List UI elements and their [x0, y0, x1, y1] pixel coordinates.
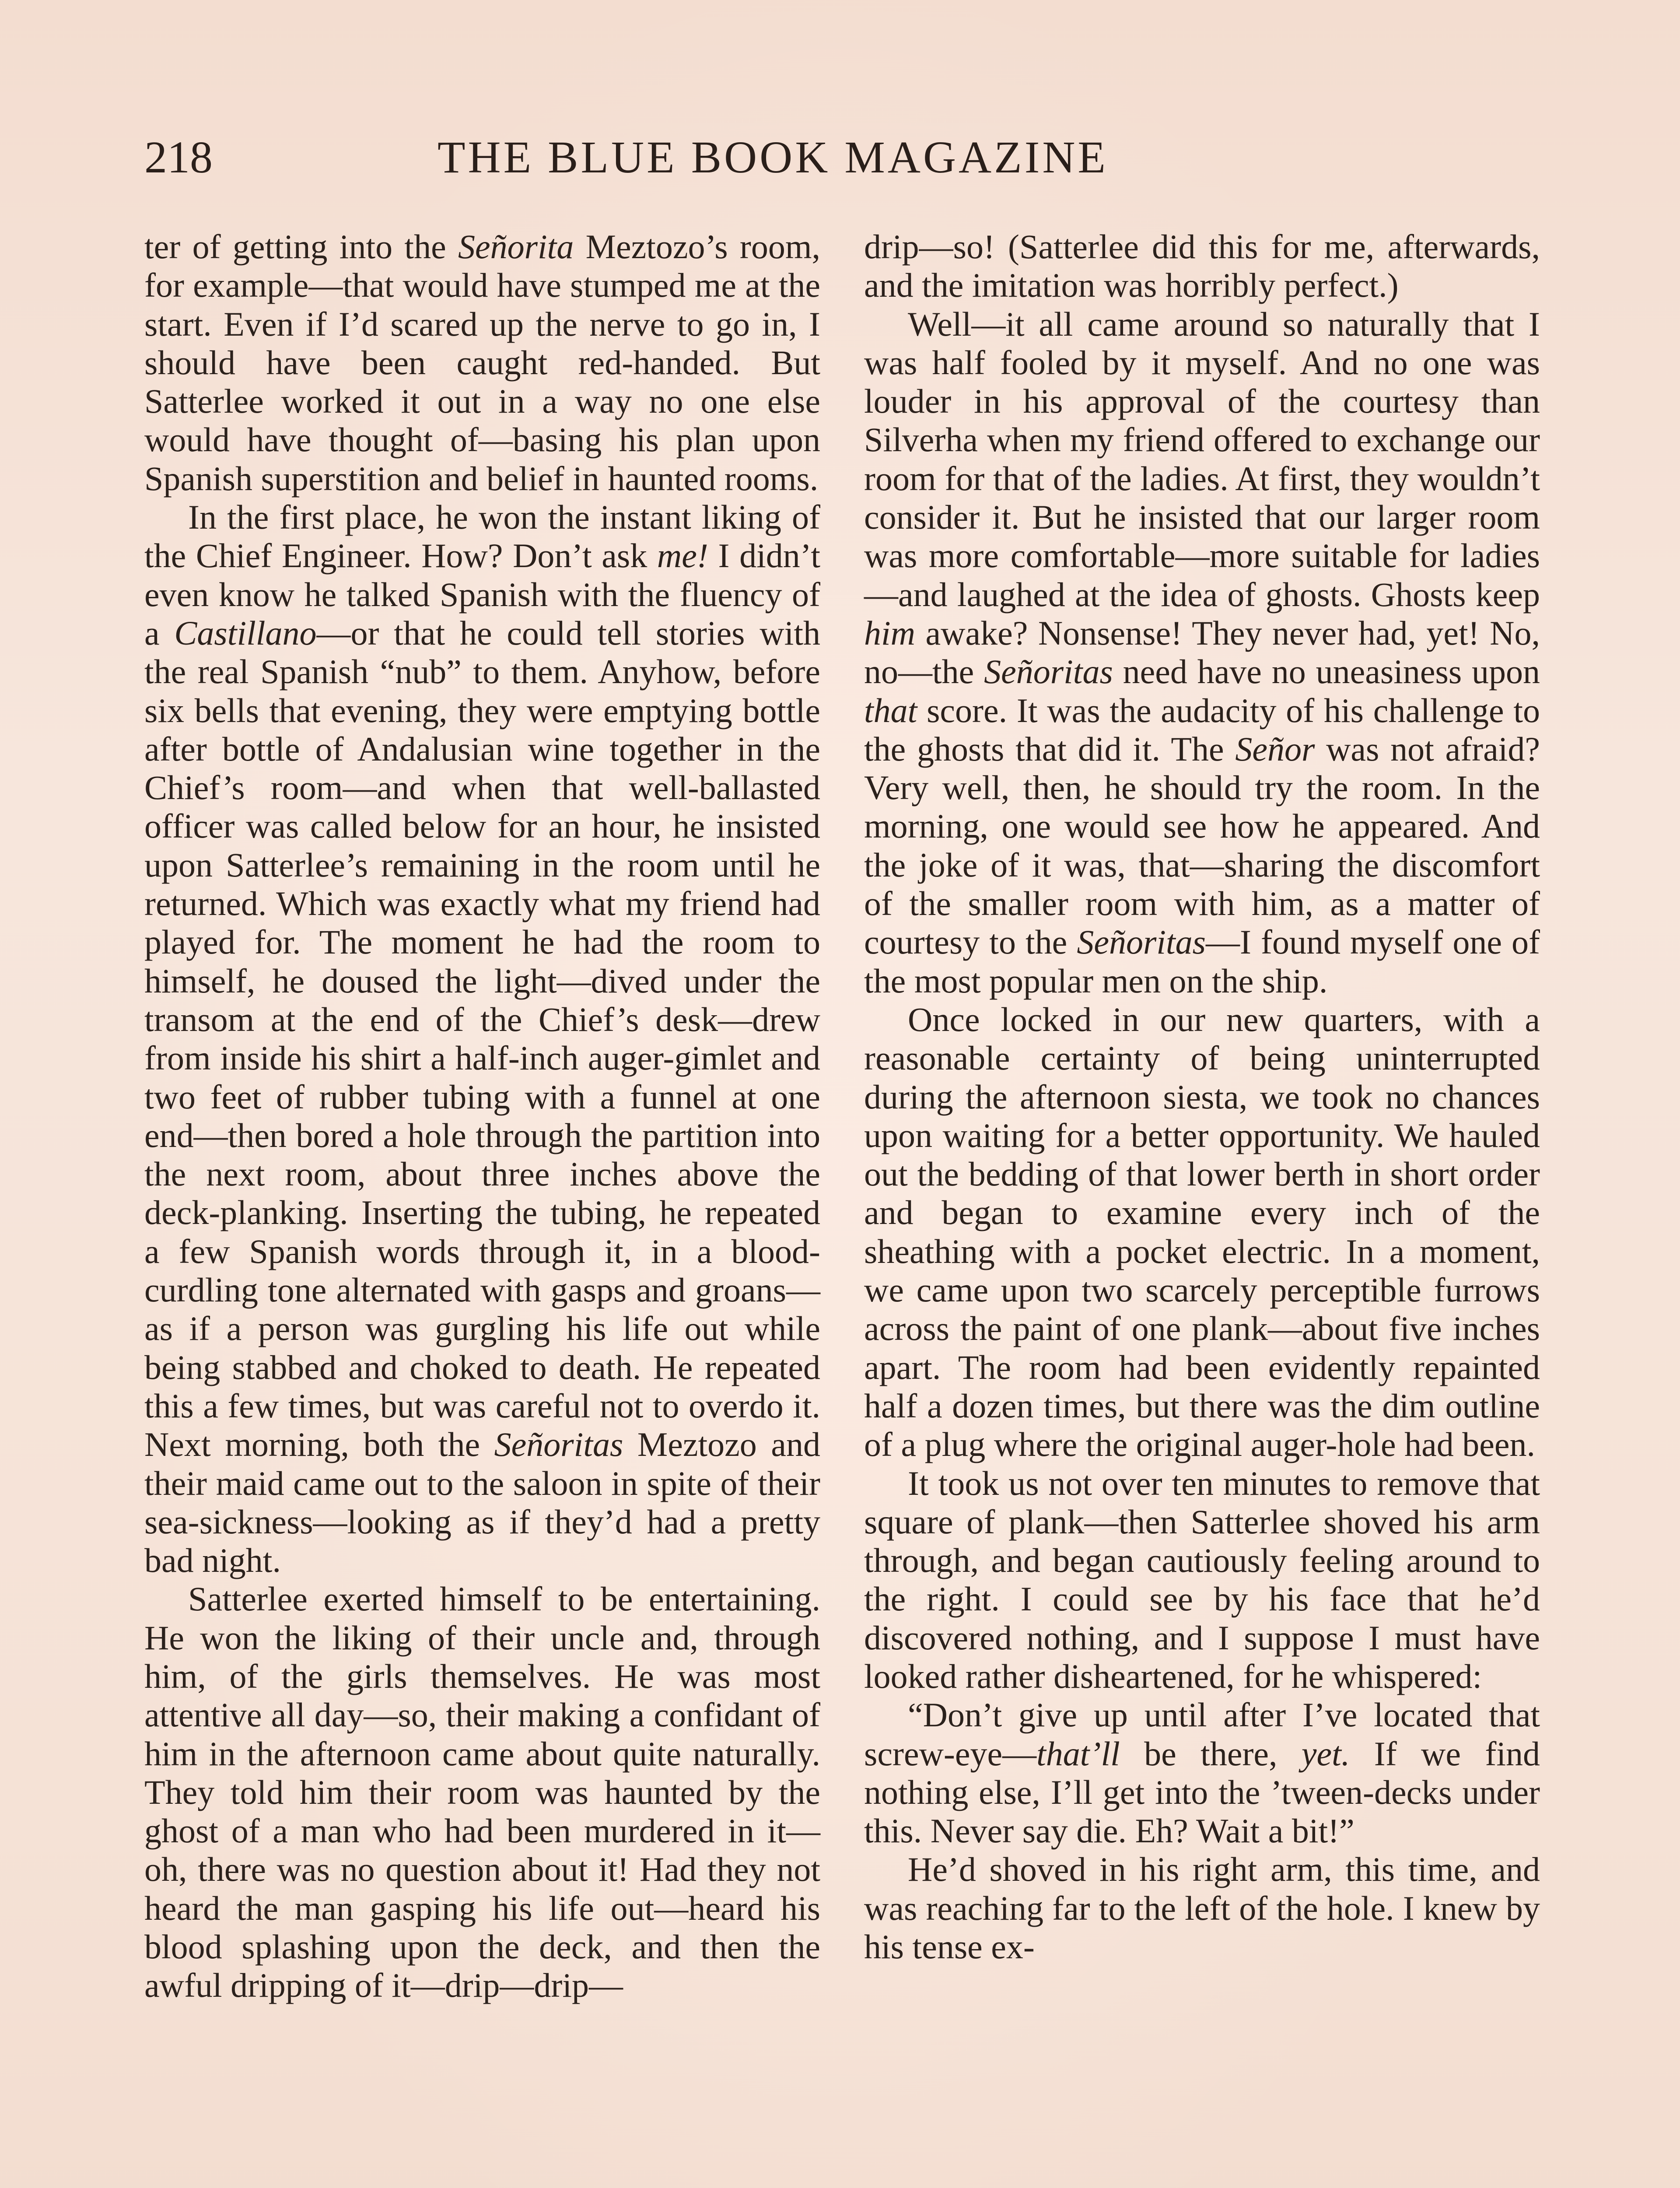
running-title: THE BLUE BOOK MAGAZINE	[438, 132, 1108, 182]
page-header	[144, 131, 1536, 184]
paragraph: In the first place, he won the instant liking of the Chief Engineer. How? Don’t ask me! I didn’t even know he talked Spanish with the fluency of a Castillano—or that he could tell stories with the real Spanish “nub” to them. Anyhow, before six bells that evening, they were emptying bottle after bottle of Andalusian wine together in the Chief’s room—and when that well-ballasted officer was called below for an hour, he insisted upon Satterlee’s remaining in the room until he returned. Which was exactly what my friend had played for. The moment he had the room to himself, he doused the light—dived under the transom at the end of the Chief’s desk—drew from inside his shirt a half-inch auger-gimlet and two feet of rubber tubing with a funnel at one end—then bored a hole through the partition into the next room, about three inches above the deck-planking. Inserting the tubing, he repeated a few Spanish words through it, in a blood-curdling tone alternated with gasps and groans—as if a person was gurgling his life out while being stabbed and choked to death. He repeated this a few times, but was careful not to overdo it. Next morning, both the Señoritas Meztozo and their maid came out to the saloon in spite of their sea-sickness—looking as if they’d had a pretty bad night.	[144, 498, 820, 1580]
right-column	[864, 228, 1540, 1966]
paragraph: ter of getting into the Señorita Meztozo’s room, for example—that would have stumped me at the start. Even if I’d scared up the nerve to go in, I should have been caught red-handed. But Satterlee worked it out in a way no one else would have thought of—basing his plan upon Spanish superstition and belief in haunted rooms.	[144, 228, 820, 498]
paragraph: Once locked in our new quarters, with a reasonable certainty of being uninterrupted during the afternoon siesta, we took no chances upon waiting for a better opportunity. We hauled out the bedding of that lower berth in short order and began to examine every inch of the sheathing with a pocket electric. In a moment, we came upon two scarcely perceptible furrows across the paint of one plank—about five inches apart. The room had been evidently repainted half a dozen times, but there was the dim outline of a plug where the original auger-hole had been.	[864, 1000, 1540, 1464]
paragraph: It took us not over ten minutes to remove that square of plank—then Satterlee shoved his arm through, and began cautiously feeling around to the right. I could see by his face that he’d discovered nothing, and I suppose I must have looked rather disheartened, for he whispered:	[864, 1464, 1540, 1695]
page-number: 218	[144, 132, 213, 182]
paragraph: He’d shoved in his right arm, this time, and was reaching far to the left of the hole. I knew by his tense ex-	[864, 1850, 1540, 1966]
paragraph: Satterlee exerted himself to be entertaining. He won the liking of their uncle and, through him, of the girls themselves. He was most attentive all day—so, their making a confidant of him in the afternoon came about quite naturally. They told him their room was haunted by the ghost of a man who had been murdered in it—oh, there was no question about it! Had they not heard the man gasping his life out—heard his blood splashing upon the deck, and then the awful dripping of it—drip—drip—	[144, 1580, 820, 2005]
paragraph: “Don’t give up until after I’ve located that screw-eye—that’ll be there, yet. If we find nothing else, I’ll get into the ’tween-decks under this. Never say die. Eh? Wait a bit!”	[864, 1696, 1540, 1850]
paragraph: drip—so! (Satterlee did this for me, afterwards, and the imitation was horribly perfect.)	[864, 228, 1540, 305]
left-column	[144, 228, 820, 2005]
paragraph: Well—it all came around so naturally that I was half fooled by it myself. And no one was louder in his approval of the courtesy than Silverha when my friend offered to exchange our room for that of the ladies. At first, they wouldn’t consider it. But he insisted that our larger room was more comfortable—more suitable for ladies—and laughed at the idea of ghosts. Ghosts keep him awake? Nonsense! They never had, yet! No, no—the Señoritas need have no uneasiness upon that score. It was the audacity of his challenge to the ghosts that did it. The Señor was not afraid? Very well, then, he should try the room. In the morning, one would see how he appeared. And the joke of it was, that—sharing the discomfort of the smaller room with him, as a matter of courtesy to the Señoritas—I found myself one of the most popular men on the ship.	[864, 305, 1540, 1000]
